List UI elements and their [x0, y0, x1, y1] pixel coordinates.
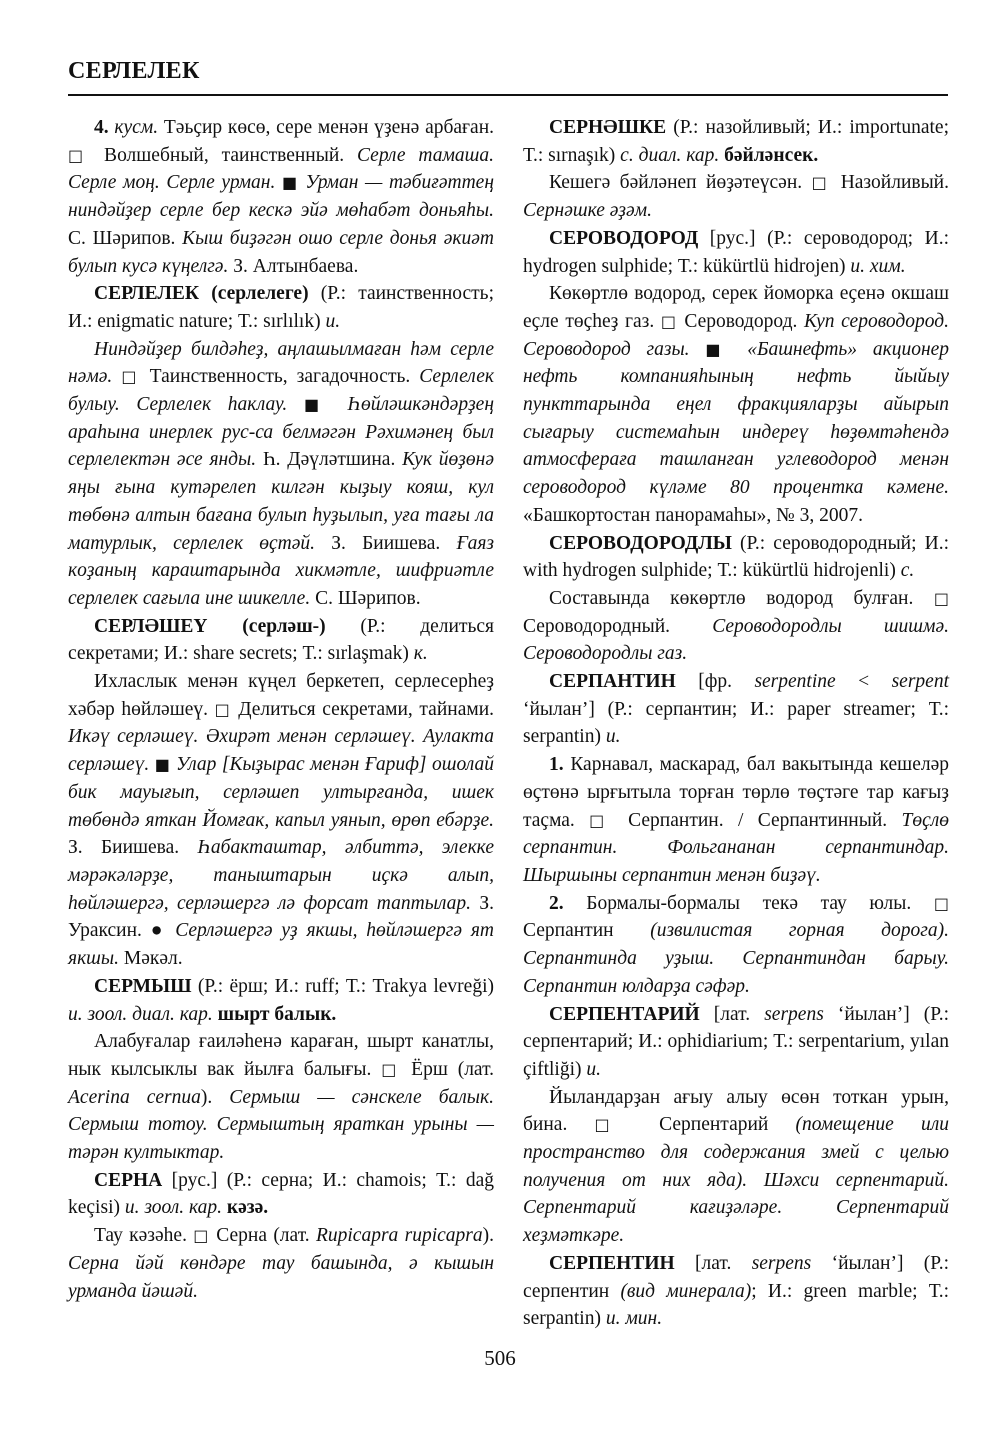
entry-serlelek-header [68, 280, 494, 335]
headword: СЕРНА [94, 1169, 163, 1191]
entry-sermysh-header [68, 973, 494, 1028]
definition: Йыландарҙан ағыу алыу өсөн тоткан урын, бина. [523, 1086, 949, 1136]
entry-serna-header [68, 1167, 494, 1222]
grammar-label: и. хим. [850, 255, 906, 277]
equivalents: [рус.] (Р.: серна; И.: chamois; Т.: dağ keçisi) [68, 1169, 494, 1219]
entry-serpentin-header [523, 1250, 949, 1333]
open-square-icon: □ [121, 367, 141, 387]
open-square-icon: □ [933, 588, 950, 608]
open-square-icon: □ [811, 173, 832, 193]
example: Куп сероводород. Сероводород газы. [523, 310, 950, 360]
definition: Көкөртлө водород, серек йоморкa еҫенә окшаш еҫле төҫһеҙ газ. [523, 283, 949, 332]
example: Серна йәй көндәре тау башында, ә кышын урманда йәшәй. [68, 1252, 494, 1302]
definition: Карнавал, маскарад, бал вакытында кешеләр өҫтөнә ырғытыла торған төрлө төҫтәге тар кағыҙ таҫма. [523, 754, 949, 831]
open-square-icon: □ [660, 311, 678, 331]
russian-equivalent: Ёрш (лат. [401, 1058, 495, 1080]
headword: СЕРОВОДОРОДЛЫ [549, 532, 732, 554]
sense-number: 4. [94, 117, 109, 138]
open-square-icon: □ [193, 1226, 210, 1246]
entry-serpentariy-body [523, 1084, 949, 1250]
entry-serlasheu-body [68, 668, 494, 973]
definition: Тау кәзәһе. [94, 1225, 187, 1247]
definition: Бормалы-бормалы текә тау юлы. [563, 892, 912, 914]
cross-reference: кәзә. [222, 1197, 269, 1219]
entry-serna-body [68, 1222, 494, 1305]
equivalents: (Р.: серпентин [523, 1252, 949, 1302]
cross-reference: бәйләнсек. [719, 144, 819, 166]
example: Ғаяз кoҙаның караштарында хикмәтле, шифриәтле серлелек сағыла ине шикелле. [68, 532, 494, 609]
headword: СЕРПЕНТАРИЙ [549, 1003, 700, 1025]
entry-serlelek-body [68, 336, 494, 613]
example: Икәү серләшеү. Әхирәт менән серләшеү. Аулакта серләшеү. [68, 726, 494, 776]
punctuation: ). [200, 1086, 230, 1108]
etymon: serpent [891, 671, 949, 693]
bullet-icon: ● [150, 920, 167, 942]
entry-serpantin-sense-2 [523, 890, 949, 1001]
open-square-icon: □ [214, 699, 232, 719]
headword: СЕРПАНТИН [549, 671, 676, 693]
left-column [68, 114, 494, 1305]
grammar-label: к. [413, 643, 428, 665]
entry-serle-sense-4 [68, 114, 494, 280]
etymology: ‘йылан’] [823, 1003, 924, 1025]
russian-equivalent: Серпантин [523, 920, 651, 942]
example: Улар [Кыҙырас менән Ғариф] ошолай бик мауығып, серләшеп ултырғанда, ишек төбөндә яткан Йомғак, капыл уянып, өрөп ебәрҙе. [68, 754, 495, 831]
example: Кук йөҙөнә яңы ғына кутәрелеп килгән кыҙыу кояш, кул төбөнә алтын бағана булып һуҙылып, уға тағы ла матурлык, серлелек өҫтәй. [68, 449, 494, 554]
example: Урман — тәбиғәттең ниндәйҙер серле бер кескә эйә мөһабәт доньяһы. [68, 172, 494, 222]
usage-label: кусм. [114, 117, 159, 138]
grammar-label: и. мин. [605, 1308, 663, 1330]
headword: СЕРМЫШ [94, 975, 192, 997]
headword: СЕРНӘШКЕ [549, 117, 667, 138]
filled-square-icon: ■ [705, 339, 732, 359]
example: Кыш биҙәгән ошо серле донья әкиәт булып кусә күңелгә. [68, 227, 494, 277]
headword: СЕРЛЕЛЕК (серлелеге) [94, 283, 309, 305]
example: Серле тамаша. Серле моң. Серле урман. [68, 144, 494, 194]
example: Серпантинда уҙыш. Серпантиндан барыу. Серпантин юлдарҙа сәфәр. [523, 948, 949, 997]
punctuation: ). [482, 1225, 495, 1247]
source: З. Биишева. [68, 837, 198, 859]
equivalents: [рус.] (Р.: сероводород; И.: hydrogen sulphide; Т.: kükürtlü hidrojen) [523, 227, 949, 277]
etymology: [лат. [674, 1252, 752, 1274]
etymology: ‘йылан’] [811, 1252, 924, 1274]
russian-equivalent: Сероводород. [677, 310, 805, 332]
russian-equivalent: Волшебный, таинственный. [91, 144, 358, 166]
filled-square-icon: ■ [281, 173, 299, 193]
grammar-label: и. зоол. кар. [124, 1197, 222, 1219]
entry-serovodorod-body [523, 280, 949, 529]
definition: Ниндәйҙер билдәһеҙ, аңлашылмаған һәм серле нәмә. [68, 338, 494, 388]
entry-serovodorodly-header [523, 530, 949, 585]
equivalents: ; И.: green marble; Т.: serpantin) [523, 1280, 949, 1330]
russian-equivalent: Серпентарий [631, 1114, 796, 1136]
example: Һөйләшкәндәрҙең араһына инерлек рус-са белмәгән Рәхимәнең был серлелектән әсе янды. [68, 394, 495, 471]
russian-note: (помещение или пространство для содержания змей с целью получения от них яда). [523, 1114, 950, 1191]
definition: Кешегә бәйләнеп йөҙәтеүсән. [549, 172, 803, 194]
example: Сероводородлы шишмә. Сероводородлы газ. [523, 615, 950, 665]
grammar-label: с. диал. кар. [620, 144, 720, 166]
example: Серләшергә уҙ якшы, һөйләшергә ят якшы. [68, 920, 495, 970]
open-square-icon: □ [68, 145, 92, 165]
russian-equivalent: Серпантин. / Серпантинный. [613, 809, 902, 831]
example: Төҫлө серпантин. Фольгананан серпантиндар. Шыршыны серпантин менән биҙәү. [523, 809, 950, 886]
open-square-icon: □ [933, 893, 950, 913]
grammar-label: с. [900, 560, 915, 582]
example: «Башнефть» акционер нефть компанияһының нефть йыйыу пункттарында еңел фракцияларҙы айырып сығарыу системаһын индереү һөҙөмтәһендә атмосфераға ташланған углеводород менән сероводород күләме 80 процентка кәмене. [523, 338, 950, 499]
source: З. Ураксин. [68, 892, 494, 942]
entry-sernashke-header [523, 114, 949, 169]
filled-square-icon: ■ [303, 395, 331, 415]
source: С. Шәрипов. [310, 587, 421, 609]
headword: СЕРПЕНТИН [549, 1252, 675, 1274]
etymology: ‘йылан’] [523, 698, 608, 720]
entry-sermysh-body [68, 1028, 494, 1167]
open-square-icon: □ [589, 810, 614, 830]
equivalents: (Р.: ёрш; И.: ruff; Т.: Trakya levreği) [191, 975, 494, 997]
definition: Составында көкөртлө водород булған. [549, 587, 914, 609]
source: З. Биишева. [315, 532, 457, 554]
source: З. Алтынбаева. [228, 255, 359, 277]
entry-serpantin-header [523, 668, 949, 751]
entry-serovodorodly-body [523, 585, 949, 668]
grammar-label: и. зоол. диал. кар. [68, 1003, 213, 1025]
example: Серлелек булыу. Серлелек һаклау. [68, 366, 495, 416]
sense-number: 1. [549, 754, 564, 776]
latin-name: Rupicapra rupicapra [315, 1225, 483, 1247]
etymon: serpens [764, 1003, 824, 1025]
equivalents: (Р.: назойливый; И.: importunate; Т.: sırnaşık) [523, 117, 949, 166]
entry-serlasheu-header [68, 613, 494, 668]
page-number: 506 [484, 1346, 516, 1370]
russian-equivalent: Таинственность, загадочность. [140, 366, 420, 388]
grammar-label: и. [605, 726, 621, 748]
filled-square-icon: ■ [154, 755, 171, 775]
headword: СЕРЛӘШЕҮ (серләш-) [94, 615, 326, 637]
right-column [523, 114, 949, 1333]
equivalents: (Р.: серпентарий; И.: ophidiarium; Т.: serpentarium, yılan çiftliği) [523, 1003, 949, 1080]
sense-number: 2. [549, 892, 564, 914]
equivalents: (Р.: сероводородный; И.: with hydrogen sulphide; Т.: kükürtlü hidrojenli) [523, 532, 949, 582]
headword: СЕРОВОДОРОД [549, 227, 699, 249]
open-square-icon: □ [381, 1059, 402, 1079]
russian-equivalent: Назойливый. [831, 172, 949, 194]
entry-sernashke-body [523, 169, 949, 224]
etymon: serpentine [754, 671, 836, 693]
russian-note: (вид минерала) [620, 1280, 752, 1302]
definition: Тәьҫир көсө, сере менән үҙенә арбаған. [158, 117, 495, 138]
grammar-label: и. [586, 1058, 601, 1080]
example: Сернәшке әҙәм. [523, 200, 652, 222]
running-head: СЕРЛЕЛЕК [68, 58, 200, 84]
source: Мәкәл. [119, 948, 183, 970]
example: Сермыш — сәнскеле балык. Сермыш тотоу. Сермыштың яраткан урыны — тәрән култыктар. [68, 1086, 494, 1164]
cross-reference: шырт балык. [212, 1003, 337, 1025]
equivalents: (Р.: серпантин; И.: paper streamer; Т.: serpantin) [523, 698, 949, 748]
entry-serpantin-sense-1 [523, 751, 949, 890]
grammar-label: и. [325, 310, 341, 332]
entry-serpentariy-header [523, 1001, 949, 1084]
russian-equivalent: Сероводородный. [523, 615, 713, 637]
entry-serovodorod-header [523, 225, 949, 280]
etymology: [лат. [699, 1003, 765, 1025]
source: С. Шәрипов. [68, 227, 183, 249]
header-rule [68, 94, 948, 96]
russian-equivalent: Серна (лат. [209, 1225, 316, 1247]
russian-equivalent: Делиться секретами, тайнами. [231, 698, 494, 720]
example: Шәхси серпентарий. Серпентарий кағиҙәләре. Серпентарий хеҙмәткәре. [523, 1169, 949, 1247]
latin-name: Acerina cernua [68, 1086, 201, 1108]
example: Һабакташтар, әлбиттә, элекке мәрәкәләрҙе, таныштарын иҫкә алып, һөйләшергә, серләшергә лә форсат таптылар. [68, 837, 494, 914]
etymology: [фр. [675, 671, 755, 693]
source: Һ. Дәүләтшина. [256, 449, 403, 471]
definition: Ихласлык менән күңел беркетеп, серлесерһеҙ хәбәр һөйләшеү. [68, 671, 494, 720]
definition: Алабуғалар ғаиләһенә караған, шырт канатлы, нык кылсыклы вак йылға балығы. [68, 1031, 494, 1080]
russian-note: (извилистая горная дорога). [650, 920, 949, 942]
source: «Башкортостан панорамаһы», № 3, 2007. [523, 504, 863, 526]
etymology: < [835, 671, 892, 693]
etymon: serpens [751, 1252, 812, 1274]
open-square-icon: □ [594, 1115, 632, 1135]
equivalents: (Р.: делиться секретами; И.: share secrets; Т.: sırlaşmak) [68, 615, 494, 665]
equivalents: (Р.: таинственность; И.: enigmatic nature; Т.: sırlılık) [68, 283, 494, 332]
